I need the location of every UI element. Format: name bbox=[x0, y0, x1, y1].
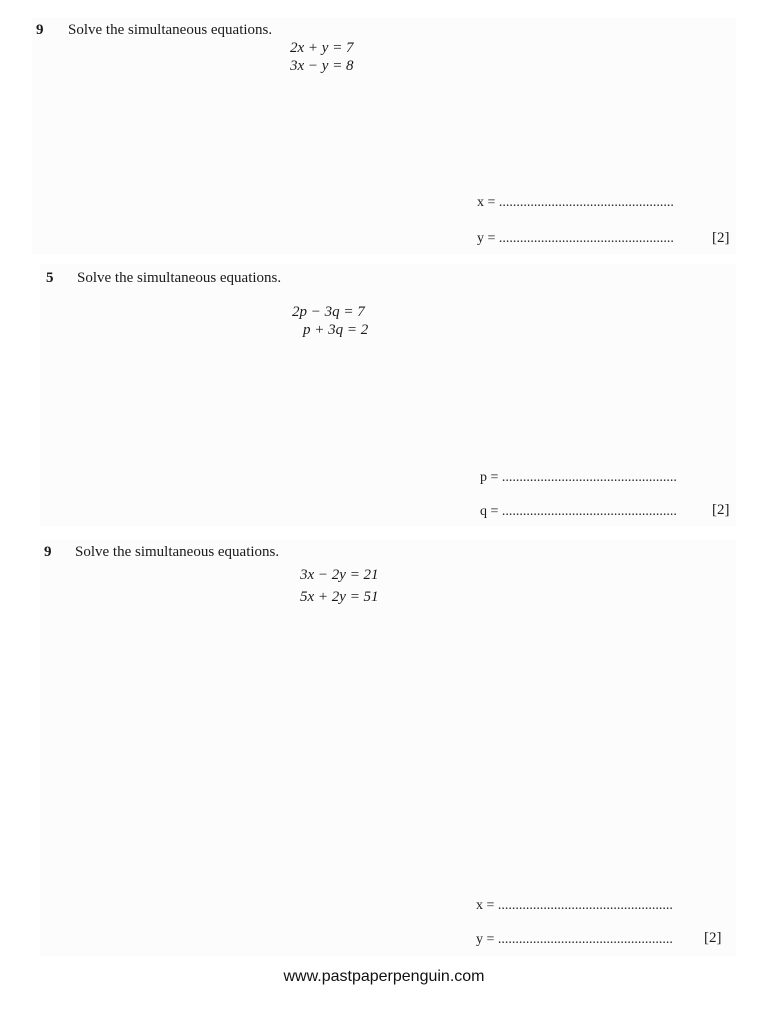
question-prompt: Solve the simultaneous equations. bbox=[75, 544, 280, 560]
question-number: 9 bbox=[36, 22, 44, 38]
equation-2: 3x − y = 8 bbox=[290, 58, 354, 74]
answer-line-p[interactable]: p = .................................................. bbox=[480, 470, 677, 485]
question-panel-1 bbox=[32, 18, 736, 254]
marks-label: [2] bbox=[712, 230, 730, 246]
equation-2: p + 3q = 2 bbox=[303, 322, 369, 338]
question-number: 9 bbox=[44, 544, 52, 560]
question-prompt: Solve the simultaneous equations. bbox=[77, 270, 282, 286]
question-number: 5 bbox=[46, 270, 54, 286]
answer-line-y[interactable]: y = .................................................. bbox=[477, 231, 674, 246]
answer-line-q[interactable]: q = .................................................. bbox=[480, 504, 677, 519]
equation-2: 5x + 2y = 51 bbox=[300, 589, 379, 605]
answer-line-y[interactable]: y = .................................................. bbox=[476, 932, 673, 947]
equation-1: 3x − 2y = 21 bbox=[300, 567, 379, 583]
question-prompt: Solve the simultaneous equations. bbox=[68, 22, 273, 38]
equation-1: 2p − 3q = 7 bbox=[292, 304, 365, 320]
marks-label: [2] bbox=[712, 502, 730, 518]
answer-line-x[interactable]: x = .................................................. bbox=[476, 898, 673, 913]
equation-1: 2x + y = 7 bbox=[290, 40, 354, 56]
question-panel-2 bbox=[40, 264, 736, 526]
answer-line-x[interactable]: x = .................................................. bbox=[477, 195, 674, 210]
question-panel-3 bbox=[40, 540, 736, 956]
footer-url[interactable]: www.pastpaperpenguin.com bbox=[283, 968, 485, 985]
marks-label: [2] bbox=[704, 930, 722, 946]
